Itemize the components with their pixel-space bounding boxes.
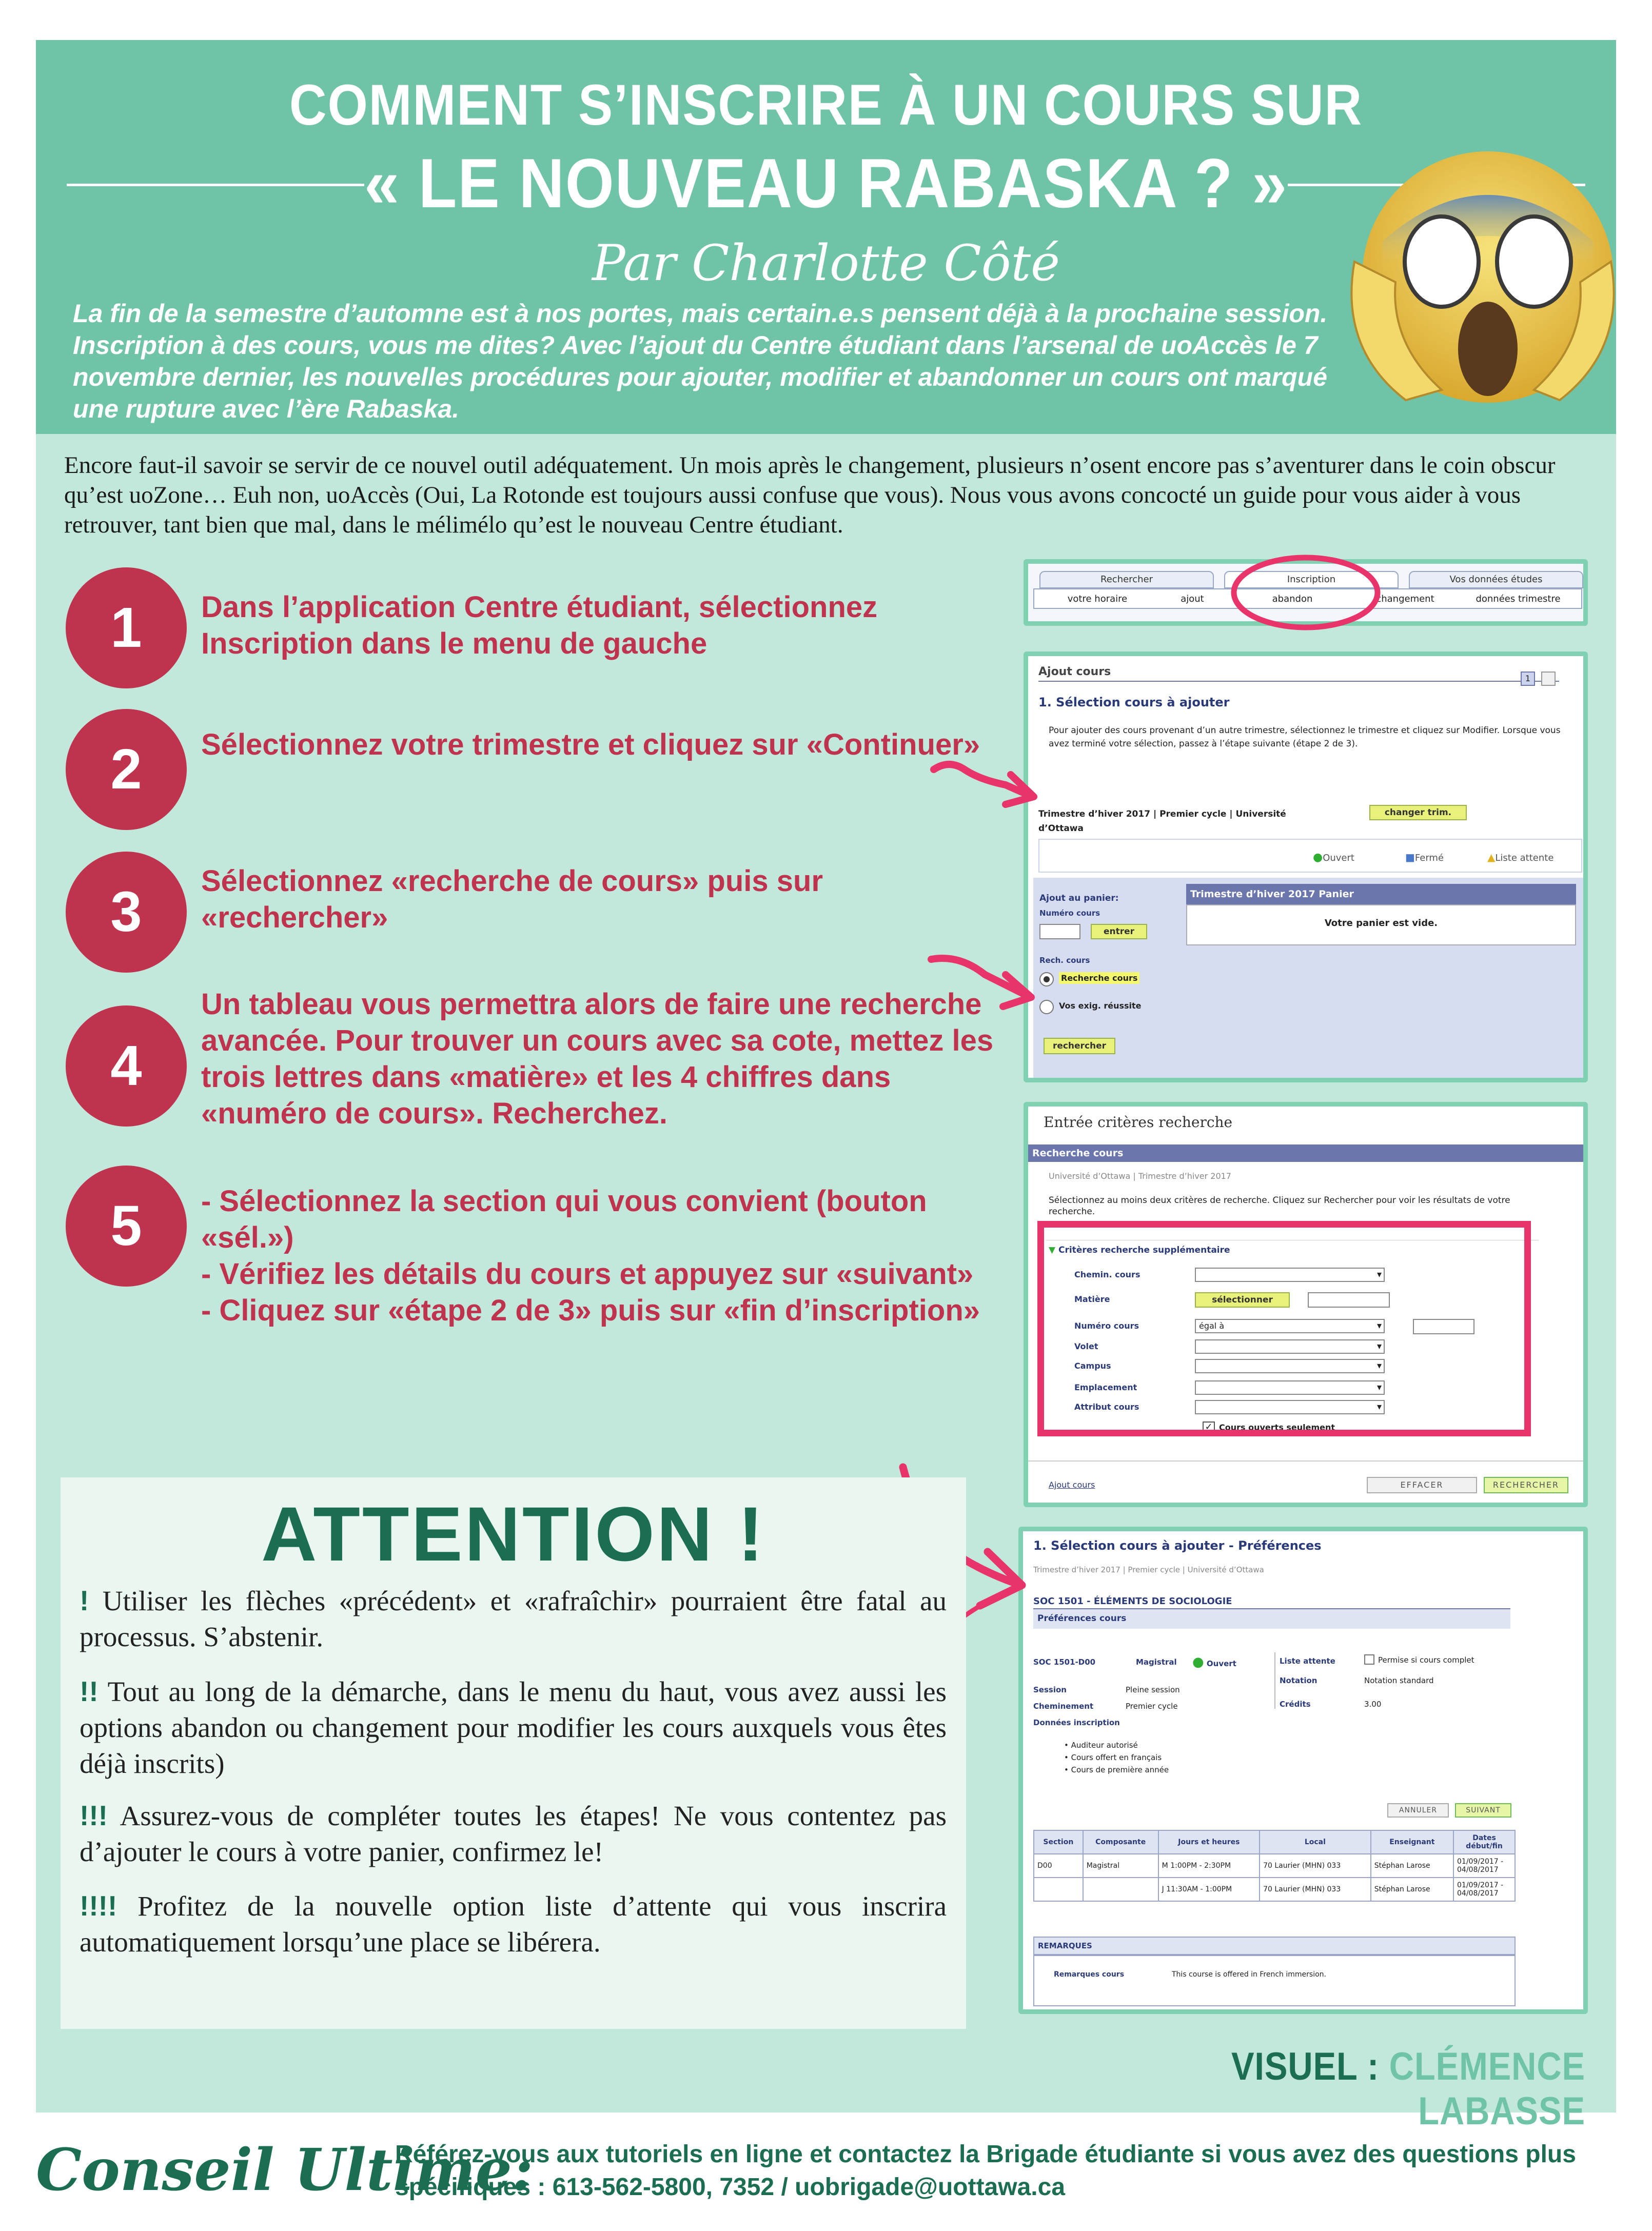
open-only-label: Cours ouverts seulement	[1219, 1423, 1335, 1432]
session-value: Pleine session	[1126, 1685, 1180, 1694]
radio-requirements-label: Vos exig. réussite	[1059, 1001, 1142, 1011]
credits-label: Crédits	[1280, 1700, 1311, 1709]
next-button[interactable]: SUIVANT	[1455, 1803, 1511, 1818]
col-dates: Dates début/fin	[1453, 1830, 1515, 1854]
screenshot-ajout-cours	[1024, 651, 1588, 1082]
cart-empty-text: Votre panier est vide.	[1324, 918, 1438, 929]
subtab-votre-horaire[interactable]: votre horaire	[1067, 594, 1128, 604]
step-5-badge: 5	[66, 1166, 187, 1287]
remarks-label: Remarques cours	[1054, 1970, 1125, 1979]
attention-item-1: ! Utiliser les flèches «précédent» et «rafraîchir» pourraient être fatal au processus. S’abstenir.	[80, 1585, 947, 1652]
conseil-text: Référez-vous aux tutoriels en ligne et contactez la Brigade étudiante si vous avez des questions plus spécifiques : 613-562-5800, 7352 / uobrigade@uottawa.ca	[395, 2141, 1576, 2201]
course-title: SOC 1501 - ÉLÉMENTS DE SOCIOLOGIE	[1033, 1596, 1232, 1607]
criteria-highlight	[1037, 1221, 1531, 1436]
field-volet: Volet	[1074, 1341, 1098, 1351]
remarks-bar: REMARQUES	[1033, 1937, 1516, 1955]
screenshot-preferences	[1018, 1527, 1588, 2014]
subtab-ajout[interactable]: ajout	[1181, 594, 1204, 604]
session-label: Session	[1033, 1685, 1067, 1694]
sections-table	[1033, 1830, 1516, 1902]
screaming-face-icon	[1334, 133, 1621, 410]
col-local: Local	[1260, 1830, 1371, 1854]
step-1-text: Dans l’application Centre étudiant, sélectionnez Inscription dans le menu de gauche	[201, 590, 878, 660]
waitlist-checkbox[interactable]	[1364, 1654, 1374, 1665]
attention-title: ATTENTION !	[261, 1491, 765, 1577]
remarks-value: This course is offered in French immersion.	[1172, 1970, 1326, 1979]
course-search-label: Rech. cours	[1039, 956, 1090, 965]
attention-item-3: !!! Assurez-vous de compléter toutes les étapes! Ne vous contentez pas d’ajouter le cours à votre panier, confirmez le!	[80, 1800, 947, 1867]
grading-label: Notation	[1280, 1676, 1317, 1685]
tab-donnees-etudes[interactable]: Vos données études	[1409, 571, 1583, 588]
pref-bar: Préférences cours	[1033, 1609, 1510, 1629]
step-5-line-3: - Cliquez sur «étape 2 de 3» puis sur «fin d’inscription»	[201, 1294, 980, 1327]
search-criteria-button[interactable]: RECHERCHER	[1484, 1477, 1568, 1493]
step-5-line-1: - Sélectionnez la section qui vous convient (bouton «sél.»)	[201, 1184, 927, 1254]
reg-label: Données inscription	[1033, 1718, 1120, 1727]
pref-title: 1. Sélection cours à ajouter - Préférences	[1033, 1538, 1322, 1553]
field-numero-cours: Numéro cours	[1074, 1321, 1139, 1331]
step-5-text	[201, 1183, 1001, 1329]
search-button[interactable]: rechercher	[1044, 1038, 1115, 1054]
path-label: Cheminement	[1033, 1702, 1094, 1711]
author-byline: Par Charlotte Côté	[592, 234, 1060, 292]
arrow-to-search-icon	[923, 944, 1047, 1026]
ajout-instructions: Pour ajouter des cours provenant d’un autre trimestre, sélectionnez le trimestre et cliquez sur Modifier. Lorsque vous avez terminé votre sélection, passez à l’étape suivante (étape 2 de 3).	[1049, 725, 1561, 749]
ajout-cours-title: Ajout cours	[1038, 665, 1111, 678]
legend-waitlist: ▲Liste attente	[1487, 851, 1554, 863]
step-heading: 1. Sélection cours à ajouter	[1038, 695, 1230, 709]
grading-value: Notation standard	[1364, 1676, 1434, 1685]
criteria-section: ▼ Critères recherche supplémentaire	[1049, 1245, 1230, 1255]
bullet-2: • Cours offert en français	[1064, 1753, 1162, 1762]
course-number-label: Numéro cours	[1039, 909, 1100, 918]
subtab-changement[interactable]: changement	[1376, 594, 1434, 604]
criteria-instructions: Sélectionnez au moins deux critères de recherche. Cliquez sur Rechercher pour voir les résultats de votre recherche.	[1049, 1195, 1510, 1217]
table-row: D00 Magistral M 1:00PM - 2:30PM 70 Laurier (MHN) 033 Stéphan Larose 01/09/2017 - 04/08/2017	[1034, 1854, 1515, 1878]
subtab-donnees-trimestre[interactable]: données trimestre	[1476, 594, 1561, 604]
step-3-badge: 3	[66, 852, 187, 973]
attention-item-4: !!!! Profitez de la nouvelle option liste d’attente qui vous inscrira automatiquement lorsqu’une place se libérera.	[80, 1890, 947, 1958]
table-row: J 11:30AM - 1:00PM 70 Laurier (MHN) 033 Stéphan Larose 01/09/2017 - 04/08/2017	[1034, 1878, 1515, 1901]
ajout-cours-link[interactable]: Ajout cours	[1049, 1480, 1095, 1490]
step-3-text: Sélectionnez «recherche de cours» puis sur «rechercher»	[201, 864, 823, 934]
visual-credit: VISUEL : CLÉMENCE LABASSE	[1231, 2045, 1585, 2133]
body-intro: Encore faut-il savoir se servir de ce nouvel outil adéquatement. Un mois après le changement, plusieurs n’osent encore pas s’aventurer dans le coin obscur qu’est uoZone… Euh non, uoAccès (Oui, La Rotonde est toujours aussi confuse que vous). Nous vous avons concocté un guide pour vous aider à vous retrouver, tant bien que mal, dans le mélimélo qu’est le nouveau Centre étudiant.	[64, 452, 1556, 538]
title-rule-left	[67, 184, 364, 186]
legend-open: ●Ouvert	[1313, 851, 1354, 864]
cart-header: Trimestre d’hiver 2017 Panier	[1186, 884, 1576, 904]
col-section: Section	[1034, 1830, 1083, 1854]
conseil-label: Conseil Ultime:	[36, 2137, 534, 2204]
waitlist-value: Permise si cours complet	[1378, 1655, 1474, 1665]
cancel-button[interactable]: ANNULER	[1387, 1803, 1449, 1818]
waitlist-label: Liste attente	[1280, 1656, 1335, 1666]
field-chemin-cours: Chemin. cours	[1074, 1270, 1140, 1279]
change-term-button[interactable]: changer trim.	[1369, 805, 1467, 820]
page-indicator[interactable]: 1	[1521, 672, 1535, 686]
legend-closed: ■Fermé	[1405, 851, 1444, 863]
col-jours: Jours et heures	[1158, 1830, 1260, 1854]
credits-value: 3.00	[1364, 1700, 1382, 1709]
path-value: Premier cycle	[1126, 1702, 1178, 1711]
field-emplacement: Emplacement	[1074, 1383, 1137, 1392]
field-campus: Campus	[1074, 1361, 1111, 1371]
criteria-term: Université d’Ottawa | Trimestre d’hiver 2017	[1049, 1171, 1231, 1181]
highlight-circle-icon	[1226, 549, 1385, 636]
arrow-to-term-icon	[929, 739, 1047, 821]
col-composante: Composante	[1083, 1830, 1158, 1854]
step-4-text: Un tableau vous permettra alors de faire une recherche avancée. Pour trouver un cours avec sa cote, mettez les trois lettres dans «matière» et les 4 chiffres dans «numéro de cours». Recherchez.	[201, 988, 994, 1130]
add-to-cart-label: Ajout au panier:	[1039, 893, 1119, 903]
enter-button[interactable]: entrer	[1091, 924, 1147, 939]
bullet-1: • Auditeur autorisé	[1064, 1741, 1138, 1750]
tab-inscription[interactable]: Inscription	[1224, 571, 1399, 588]
step-5-line-2: - Vérifiez les détails du cours et appuyez sur «suivant»	[201, 1257, 974, 1291]
col-enseignant: Enseignant	[1371, 1830, 1453, 1854]
field-attribut-cours: Attribut cours	[1074, 1402, 1139, 1412]
section-code: SOC 1501-D00	[1033, 1657, 1096, 1667]
clear-button[interactable]: EFFACER	[1367, 1477, 1477, 1493]
step-2-badge: 2	[66, 709, 187, 830]
bullet-3: • Cours de première année	[1064, 1765, 1169, 1774]
step-1-badge: 1	[66, 567, 187, 688]
step-2-text: Sélectionnez votre trimestre et cliquez sur «Continuer»	[201, 728, 980, 761]
equal-label: égal à	[1199, 1321, 1225, 1331]
status-open: ● Ouvert	[1192, 1654, 1236, 1670]
attention-item-2: !! Tout au long de la démarche, dans le menu du haut, vous avez aussi les options abandon ou changement pour modifier les cours auxquels vous êtes déjà inscrits)	[80, 1675, 947, 1779]
section-type: Magistral	[1136, 1657, 1177, 1667]
title-line-2: « LE NOUVEAU RABASKA ? »	[364, 144, 1288, 222]
radio-course-search-label: Recherche cours	[1059, 972, 1139, 984]
criteria-bar: Recherche cours	[1028, 1144, 1585, 1162]
subtab-abandon[interactable]: abandon	[1272, 594, 1313, 604]
intro-text: La fin de la semestre d’automne est à nos portes, mais certain.e.s pensent déjà à la prochaine session. Inscription à des cours, vous me dites? Avec l’ajout du Centre étudiant dans l’arsenal de uoAccès le 7 novembre dernier, les nouvelles procédures pour ajouter, modifier et abandonner un cours ont marqué une rupture avec l’ère Rabaska.	[73, 299, 1328, 423]
term-label: Trimestre d’hiver 2017 | Premier cycle | Université d’Ottawa	[1038, 809, 1286, 834]
criteria-title: Entrée critères recherche	[1044, 1114, 1233, 1131]
tab-rechercher[interactable]: Rechercher	[1039, 571, 1214, 588]
open-only-checkbox[interactable]: ✓	[1203, 1421, 1215, 1434]
step-4-badge: 4	[66, 1005, 187, 1127]
title-line-1: COMMENT S’INSCRIRE À UN COURS SUR	[289, 73, 1363, 137]
field-matiere: Matière	[1074, 1294, 1110, 1304]
course-number-input[interactable]	[1039, 924, 1080, 939]
select-subject-button[interactable]: sélectionner	[1195, 1292, 1290, 1308]
pref-term: Trimestre d’hiver 2017 | Premier cycle | Université d’Ottawa	[1033, 1565, 1264, 1574]
